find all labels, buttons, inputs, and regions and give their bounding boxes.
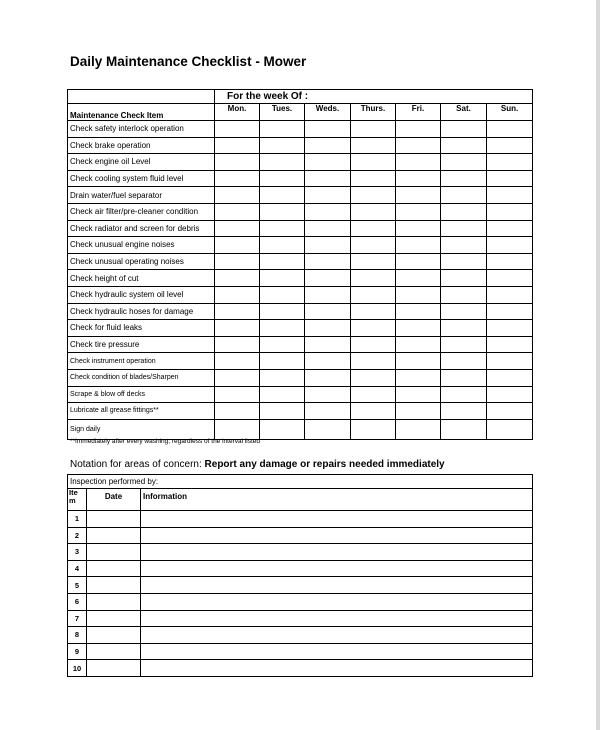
check-cell[interactable]	[215, 121, 260, 138]
date-cell[interactable]	[87, 660, 141, 677]
check-cell[interactable]	[260, 386, 305, 403]
checklist-row	[68, 403, 533, 420]
check-cell[interactable]	[487, 121, 533, 138]
day-header: Tues.	[260, 104, 305, 121]
check-cell[interactable]	[351, 270, 396, 287]
check-cell[interactable]	[441, 154, 487, 171]
check-cell[interactable]	[441, 253, 487, 270]
check-cell[interactable]	[396, 386, 441, 403]
information-cell[interactable]	[141, 610, 533, 627]
checklist-row	[68, 187, 533, 204]
check-item-label: Check safety interlock operation	[68, 121, 215, 138]
check-cell[interactable]	[260, 419, 305, 439]
check-cell[interactable]	[396, 137, 441, 154]
check-cell[interactable]	[487, 203, 533, 220]
checklist-row	[68, 286, 533, 303]
check-cell[interactable]	[487, 253, 533, 270]
check-cell[interactable]	[260, 137, 305, 154]
information-cell[interactable]	[141, 643, 533, 660]
check-cell[interactable]	[487, 386, 533, 403]
check-cell[interactable]	[351, 137, 396, 154]
check-cell[interactable]	[260, 154, 305, 171]
check-cell[interactable]	[351, 187, 396, 204]
check-cell[interactable]	[351, 403, 396, 420]
check-cell[interactable]	[441, 137, 487, 154]
check-cell[interactable]	[215, 320, 260, 337]
check-cell[interactable]	[305, 170, 351, 187]
information-cell[interactable]	[141, 544, 533, 561]
information-cell[interactable]	[141, 560, 533, 577]
row-number: 2	[68, 527, 87, 544]
date-cell[interactable]	[87, 560, 141, 577]
check-cell[interactable]	[215, 154, 260, 171]
checklist-row	[68, 270, 533, 287]
check-item-label: Check tire pressure	[68, 336, 215, 353]
check-cell[interactable]	[351, 336, 396, 353]
row-number: 1	[68, 511, 87, 528]
information-cell[interactable]	[141, 527, 533, 544]
item-number-header: Ite m	[68, 489, 87, 511]
check-cell[interactable]	[305, 386, 351, 403]
check-cell[interactable]	[441, 320, 487, 337]
check-item-label: Check instrument operation	[68, 353, 215, 370]
check-cell[interactable]	[351, 419, 396, 439]
check-cell[interactable]	[396, 121, 441, 138]
page-edge	[596, 0, 600, 730]
check-cell[interactable]	[396, 170, 441, 187]
checklist-row	[68, 154, 533, 171]
check-cell[interactable]	[305, 286, 351, 303]
check-cell[interactable]	[441, 419, 487, 439]
checklist-row	[68, 336, 533, 353]
check-cell[interactable]	[441, 286, 487, 303]
check-cell[interactable]	[305, 203, 351, 220]
check-cell[interactable]	[396, 203, 441, 220]
check-item-label: Check engine oil Level	[68, 154, 215, 171]
checklist-row	[68, 386, 533, 403]
check-cell[interactable]	[396, 353, 441, 370]
checklist-row	[68, 203, 533, 220]
check-item-label: Check condition of blades/Sharpen	[68, 369, 215, 386]
check-cell[interactable]	[396, 303, 441, 320]
check-cell[interactable]	[487, 403, 533, 420]
information-cell[interactable]	[141, 577, 533, 594]
check-item-label: Check for fluid leaks	[68, 320, 215, 337]
check-cell[interactable]	[260, 286, 305, 303]
check-cell[interactable]	[441, 270, 487, 287]
check-cell[interactable]	[396, 320, 441, 337]
check-cell[interactable]	[260, 187, 305, 204]
check-cell[interactable]	[441, 369, 487, 386]
check-cell[interactable]	[305, 220, 351, 237]
date-cell[interactable]	[87, 527, 141, 544]
check-cell[interactable]	[351, 303, 396, 320]
checklist-row	[68, 253, 533, 270]
check-cell[interactable]	[351, 320, 396, 337]
check-cell[interactable]	[305, 419, 351, 439]
inspection-row	[68, 593, 533, 610]
check-cell[interactable]	[305, 137, 351, 154]
inspection-row	[68, 610, 533, 627]
check-cell[interactable]	[487, 303, 533, 320]
check-item-label: Check cooling system fluid level	[68, 170, 215, 187]
check-cell[interactable]	[441, 187, 487, 204]
check-cell[interactable]	[215, 353, 260, 370]
row-number: 6	[68, 593, 87, 610]
check-cell[interactable]	[396, 403, 441, 420]
check-cell[interactable]	[487, 320, 533, 337]
row-number: 5	[68, 577, 87, 594]
check-cell[interactable]	[441, 303, 487, 320]
check-cell[interactable]	[441, 353, 487, 370]
check-cell[interactable]	[351, 203, 396, 220]
check-cell[interactable]	[215, 336, 260, 353]
check-item-label: Check hydraulic system oil level	[68, 286, 215, 303]
checklist-row	[68, 303, 533, 320]
row-number: 4	[68, 560, 87, 577]
check-cell[interactable]	[487, 369, 533, 386]
check-cell[interactable]	[441, 386, 487, 403]
check-item-label: Lubricate all grease fittings**	[68, 403, 215, 420]
check-cell[interactable]	[441, 203, 487, 220]
check-cell[interactable]	[260, 220, 305, 237]
check-cell[interactable]	[215, 237, 260, 254]
inspection-row	[68, 527, 533, 544]
maintenance-checklist-table	[67, 89, 533, 440]
check-cell[interactable]	[487, 270, 533, 287]
check-cell[interactable]	[351, 170, 396, 187]
inspection-row	[68, 511, 533, 528]
check-cell[interactable]	[260, 403, 305, 420]
inspection-row	[68, 643, 533, 660]
check-item-label: Sign daily	[68, 419, 215, 439]
inspection-row	[68, 577, 533, 594]
date-cell[interactable]	[87, 544, 141, 561]
check-cell[interactable]	[305, 154, 351, 171]
check-cell[interactable]	[487, 286, 533, 303]
check-cell[interactable]	[487, 170, 533, 187]
check-cell[interactable]	[215, 187, 260, 204]
check-cell[interactable]	[441, 336, 487, 353]
check-cell[interactable]	[351, 369, 396, 386]
notation-emphasis: Report any damage or repairs needed immediately	[204, 459, 445, 470]
checklist-row	[68, 419, 533, 439]
check-cell[interactable]	[260, 253, 305, 270]
check-cell[interactable]	[441, 237, 487, 254]
check-cell[interactable]	[441, 121, 487, 138]
check-cell[interactable]	[487, 154, 533, 171]
check-cell[interactable]	[351, 237, 396, 254]
check-cell[interactable]	[260, 170, 305, 187]
checklist-row	[68, 320, 533, 337]
check-cell[interactable]	[487, 353, 533, 370]
check-cell[interactable]	[396, 270, 441, 287]
day-header: Thurs.	[351, 104, 396, 121]
checklist-row	[68, 220, 533, 237]
date-header: Date	[87, 489, 141, 511]
check-cell[interactable]	[215, 220, 260, 237]
check-cell[interactable]	[305, 237, 351, 254]
check-item-label: Check height of cut	[68, 270, 215, 287]
check-cell[interactable]	[305, 253, 351, 270]
check-cell[interactable]	[215, 386, 260, 403]
check-cell[interactable]	[260, 203, 305, 220]
item-column-header: Maintenance Check Item	[68, 104, 215, 121]
check-cell[interactable]	[487, 187, 533, 204]
check-item-label: Check brake operation	[68, 137, 215, 154]
information-cell[interactable]	[141, 627, 533, 644]
check-cell[interactable]	[215, 170, 260, 187]
check-cell[interactable]	[260, 353, 305, 370]
check-cell[interactable]	[305, 187, 351, 204]
check-cell[interactable]	[305, 336, 351, 353]
check-cell[interactable]	[351, 154, 396, 171]
check-cell[interactable]	[441, 403, 487, 420]
date-cell[interactable]	[87, 511, 141, 528]
check-cell[interactable]	[396, 286, 441, 303]
check-cell[interactable]	[396, 336, 441, 353]
check-cell[interactable]	[215, 203, 260, 220]
check-item-label: Scrape & blow off decks	[68, 386, 215, 403]
check-cell[interactable]	[305, 353, 351, 370]
check-item-label: Check air filter/pre-cleaner condition	[68, 203, 215, 220]
checklist-row	[68, 353, 533, 370]
information-cell[interactable]	[141, 511, 533, 528]
information-cell[interactable]	[141, 593, 533, 610]
check-cell[interactable]	[441, 170, 487, 187]
day-header: Fri.	[396, 104, 441, 121]
check-cell[interactable]	[215, 303, 260, 320]
check-cell[interactable]	[487, 336, 533, 353]
check-cell[interactable]	[305, 121, 351, 138]
inspection-row	[68, 544, 533, 561]
inspection-row	[68, 560, 533, 577]
date-cell[interactable]	[87, 577, 141, 594]
check-cell[interactable]	[351, 220, 396, 237]
checklist-row	[68, 170, 533, 187]
inspection-performed-by[interactable]: Inspection performed by:	[68, 475, 533, 489]
check-cell[interactable]	[260, 270, 305, 287]
footnote: **Immediately after every washing, regardless of the interval listed	[70, 438, 261, 445]
day-header: Mon.	[215, 104, 260, 121]
check-cell[interactable]	[351, 386, 396, 403]
date-cell[interactable]	[87, 610, 141, 627]
inspection-row	[68, 660, 533, 677]
check-cell[interactable]	[215, 286, 260, 303]
check-cell[interactable]	[396, 220, 441, 237]
checklist-corner	[68, 90, 215, 104]
day-header: Sat.	[441, 104, 487, 121]
row-number: 10	[68, 660, 87, 677]
inspection-row	[68, 627, 533, 644]
date-cell[interactable]	[87, 593, 141, 610]
checklist-row	[68, 137, 533, 154]
check-cell[interactable]	[396, 237, 441, 254]
check-cell[interactable]	[351, 121, 396, 138]
row-number: 9	[68, 643, 87, 660]
notation-line	[70, 459, 445, 470]
inspection-table	[67, 474, 533, 677]
check-cell[interactable]	[441, 220, 487, 237]
check-cell[interactable]	[215, 369, 260, 386]
check-cell[interactable]	[215, 419, 260, 439]
check-cell[interactable]	[260, 303, 305, 320]
check-item-label: Check radiator and screen for debris	[68, 220, 215, 237]
week-label: For the week Of :	[215, 90, 533, 104]
information-cell[interactable]	[141, 660, 533, 677]
date-cell[interactable]	[87, 627, 141, 644]
day-header: Sun.	[487, 104, 533, 121]
check-cell[interactable]	[260, 336, 305, 353]
check-item-label: Drain water/fuel separator	[68, 187, 215, 204]
information-header: Information	[141, 489, 533, 511]
day-header: Weds.	[305, 104, 351, 121]
check-cell[interactable]	[305, 403, 351, 420]
check-cell[interactable]	[215, 253, 260, 270]
check-cell[interactable]	[305, 303, 351, 320]
check-cell[interactable]	[487, 220, 533, 237]
check-cell[interactable]	[260, 369, 305, 386]
notation-prefix: Notation for areas of concern:	[70, 459, 205, 470]
page-title: Daily Maintenance Checklist - Mower	[70, 54, 307, 69]
check-cell[interactable]	[305, 369, 351, 386]
row-number: 7	[68, 610, 87, 627]
date-cell[interactable]	[87, 643, 141, 660]
check-cell[interactable]	[487, 419, 533, 439]
row-number: 8	[68, 627, 87, 644]
row-number: 3	[68, 544, 87, 561]
checklist-row	[68, 121, 533, 138]
checklist-row	[68, 369, 533, 386]
check-item-label: Check unusual operating noises	[68, 253, 215, 270]
check-cell[interactable]	[215, 270, 260, 287]
check-cell[interactable]	[305, 270, 351, 287]
check-item-label: Check unusual engine noises	[68, 237, 215, 254]
checklist-row	[68, 237, 533, 254]
check-cell[interactable]	[396, 253, 441, 270]
check-cell[interactable]	[351, 286, 396, 303]
check-cell[interactable]	[351, 253, 396, 270]
check-cell[interactable]	[260, 121, 305, 138]
check-cell[interactable]	[487, 137, 533, 154]
check-cell[interactable]	[351, 353, 396, 370]
check-cell[interactable]	[260, 320, 305, 337]
check-cell[interactable]	[396, 154, 441, 171]
check-cell[interactable]	[215, 403, 260, 420]
check-cell[interactable]	[396, 419, 441, 439]
check-item-label: Check hydraulic hoses for damage	[68, 303, 215, 320]
check-cell[interactable]	[396, 369, 441, 386]
check-cell[interactable]	[487, 237, 533, 254]
check-cell[interactable]	[215, 137, 260, 154]
check-cell[interactable]	[305, 320, 351, 337]
check-cell[interactable]	[260, 237, 305, 254]
check-cell[interactable]	[396, 187, 441, 204]
